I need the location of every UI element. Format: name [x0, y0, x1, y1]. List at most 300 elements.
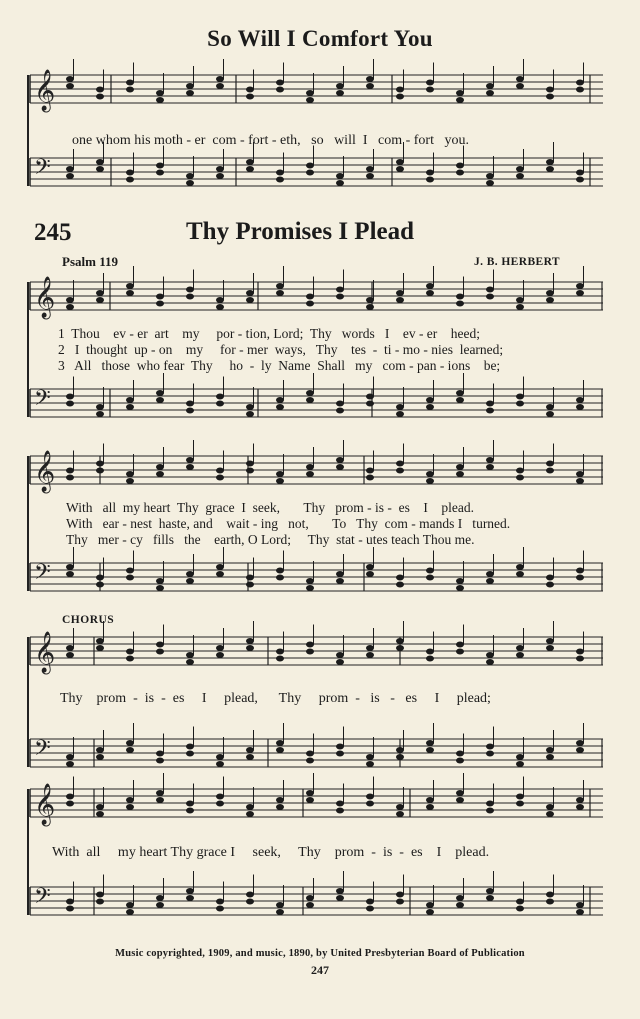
- note-head: [366, 401, 374, 407]
- note-head: [336, 659, 344, 665]
- note-head: [516, 76, 524, 82]
- note-head: [306, 390, 314, 396]
- bass-clef-icon: 𝄢: [34, 736, 51, 766]
- note-head: [546, 582, 554, 588]
- note-head: [426, 568, 434, 574]
- note-head: [186, 578, 194, 584]
- note-head: [516, 304, 524, 310]
- note-head: [456, 294, 464, 300]
- note-head: [546, 754, 554, 760]
- note-head: [306, 471, 314, 477]
- bass-clef-icon: 𝄢: [34, 386, 51, 416]
- note-head: [426, 747, 434, 753]
- page-number: 247: [311, 963, 329, 977]
- note-head: [546, 468, 554, 474]
- note-head: [516, 645, 524, 651]
- note-head: [216, 652, 224, 658]
- note-head: [426, 740, 434, 746]
- note-head: [186, 652, 194, 658]
- note-head: [216, 754, 224, 760]
- note-head: [486, 83, 494, 89]
- note-head: [576, 478, 584, 484]
- note-head: [546, 87, 554, 93]
- lyric-verse-2-line-2: With ear - nest haste, and wait - ing not, To Thy com - mands I turned.: [66, 516, 511, 531]
- lyric-top-line: one whom his moth - er com - fort - eth, so will I com - fort you.: [72, 133, 469, 148]
- note-head: [336, 895, 344, 901]
- note-head: [426, 80, 434, 86]
- note-head: [516, 468, 524, 474]
- note-head: [276, 177, 284, 183]
- note-head: [186, 408, 194, 414]
- note-head: [246, 575, 254, 581]
- note-head: [186, 457, 194, 463]
- note-head: [546, 404, 554, 410]
- note-head: [456, 649, 464, 655]
- note-head: [366, 304, 374, 310]
- note-head: [306, 578, 314, 584]
- note-head: [96, 468, 104, 474]
- note-head: [156, 578, 164, 584]
- note-head: [96, 638, 104, 644]
- note-head: [366, 394, 374, 400]
- note-head: [366, 166, 374, 172]
- note-head: [396, 754, 404, 760]
- note-head: [426, 649, 434, 655]
- note-head: [576, 170, 584, 176]
- note-head: [246, 754, 254, 760]
- note-head: [156, 642, 164, 648]
- note-head: [486, 294, 494, 300]
- note-head: [396, 468, 404, 474]
- note-head: [126, 740, 134, 746]
- note-head: [546, 159, 554, 165]
- bass-clef-icon: 𝄢: [34, 560, 51, 590]
- note-head: [216, 83, 224, 89]
- note-head: [66, 401, 74, 407]
- note-head: [186, 801, 194, 807]
- note-head: [426, 909, 434, 915]
- note-head: [576, 87, 584, 93]
- note-head: [216, 297, 224, 303]
- note-head: [246, 899, 254, 905]
- note-head: [546, 892, 554, 898]
- note-head: [96, 411, 104, 417]
- note-head: [126, 283, 134, 289]
- note-head: [276, 740, 284, 746]
- note-head: [66, 652, 74, 658]
- note-head: [366, 794, 374, 800]
- note-head: [126, 478, 134, 484]
- chorus-label: CHORUS: [62, 614, 115, 626]
- note-head: [456, 397, 464, 403]
- note-head: [216, 801, 224, 807]
- note-head: [456, 90, 464, 96]
- note-head: [186, 90, 194, 96]
- note-head: [546, 94, 554, 100]
- note-head: [366, 571, 374, 577]
- note-head: [456, 585, 464, 591]
- note-head: [336, 401, 344, 407]
- note-head: [66, 173, 74, 179]
- note-head: [126, 471, 134, 477]
- note-head: [336, 83, 344, 89]
- note-head: [576, 575, 584, 581]
- note-head: [336, 744, 344, 750]
- note-head: [246, 638, 254, 644]
- note-head: [186, 401, 194, 407]
- note-head: [186, 287, 194, 293]
- note-head: [576, 404, 584, 410]
- note-head: [186, 751, 194, 757]
- note-head: [366, 761, 374, 767]
- note-head: [426, 471, 434, 477]
- note-head: [396, 166, 404, 172]
- note-head: [306, 895, 314, 901]
- note-head: [486, 659, 494, 665]
- lyric-chorus-line-2: With all my heart Thy grace I seek, Thy prom - is - es I plead.: [52, 845, 490, 860]
- note-head: [546, 575, 554, 581]
- note-head: [546, 297, 554, 303]
- note-head: [216, 475, 224, 481]
- note-head: [456, 578, 464, 584]
- note-head: [576, 290, 584, 296]
- note-head: [156, 751, 164, 757]
- hymn-number: 245: [34, 219, 72, 246]
- note-head: [336, 578, 344, 584]
- lyric-verse-1-line-2: With all my heart Thy grace I seek, Thy prom - is - es I plead.: [66, 500, 474, 515]
- treble-clef-icon: 𝄞: [34, 277, 56, 318]
- note-head: [456, 163, 464, 169]
- bass-clef-icon: 𝄢: [34, 155, 51, 185]
- note-head: [576, 902, 584, 908]
- note-head: [246, 411, 254, 417]
- note-head: [186, 294, 194, 300]
- note-head: [456, 464, 464, 470]
- note-head: [276, 290, 284, 296]
- note-head: [126, 797, 134, 803]
- note-head: [576, 649, 584, 655]
- note-head: [156, 902, 164, 908]
- note-head: [216, 401, 224, 407]
- note-head: [126, 747, 134, 753]
- note-head: [516, 761, 524, 767]
- note-head: [366, 899, 374, 905]
- note-head: [96, 94, 104, 100]
- note-head: [66, 394, 74, 400]
- note-head: [216, 794, 224, 800]
- note-head: [456, 301, 464, 307]
- note-head: [276, 87, 284, 93]
- note-head: [186, 83, 194, 89]
- note-head: [96, 811, 104, 817]
- note-head: [456, 97, 464, 103]
- note-head: [456, 170, 464, 176]
- note-head: [486, 801, 494, 807]
- note-head: [336, 464, 344, 470]
- note-head: [96, 892, 104, 898]
- note-head: [156, 90, 164, 96]
- note-head: [486, 895, 494, 901]
- note-head: [216, 899, 224, 905]
- note-head: [546, 290, 554, 296]
- note-head: [516, 475, 524, 481]
- note-head: [486, 744, 494, 750]
- note-head: [216, 394, 224, 400]
- note-head: [396, 811, 404, 817]
- note-head: [336, 888, 344, 894]
- note-head: [66, 801, 74, 807]
- note-head: [276, 478, 284, 484]
- note-head: [186, 659, 194, 665]
- note-head: [96, 754, 104, 760]
- note-head: [456, 751, 464, 757]
- note-head: [66, 645, 74, 651]
- note-head: [276, 404, 284, 410]
- note-head: [126, 568, 134, 574]
- note-head: [426, 404, 434, 410]
- note-head: [396, 94, 404, 100]
- note-head: [426, 656, 434, 662]
- note-head: [156, 97, 164, 103]
- note-head: [306, 751, 314, 757]
- note-head: [66, 83, 74, 89]
- note-head: [126, 170, 134, 176]
- note-head: [156, 471, 164, 477]
- note-head: [426, 804, 434, 810]
- note-head: [96, 645, 104, 651]
- note-head: [126, 404, 134, 410]
- note-head: [276, 80, 284, 86]
- note-head: [516, 166, 524, 172]
- note-head: [486, 464, 494, 470]
- note-head: [186, 173, 194, 179]
- note-head: [486, 808, 494, 814]
- treble-clef-icon: 𝄞: [34, 451, 56, 492]
- note-head: [246, 645, 254, 651]
- note-head: [126, 804, 134, 810]
- lyric-chorus-line-1: Thy prom - is - es I plead, Thy prom - is - es I plead;: [60, 691, 491, 706]
- treble-clef-icon: 𝄞: [34, 784, 56, 825]
- note-head: [276, 471, 284, 477]
- copyright-notice: Music copyrighted, 1909, and music, 1890, by United Presbyterian Board of Publication: [115, 948, 525, 959]
- note-head: [396, 290, 404, 296]
- note-head: [396, 87, 404, 93]
- note-head: [576, 471, 584, 477]
- continued-hymn-title: So Will I Comfort You: [207, 26, 433, 51]
- note-head: [516, 899, 524, 905]
- note-head: [66, 761, 74, 767]
- note-head: [546, 645, 554, 651]
- lyric-verse-2-line-1: 2 I thought up - on my for - mer ways, Thy tes - ti - mo - nies learned;: [58, 342, 504, 357]
- note-head: [336, 173, 344, 179]
- note-head: [576, 747, 584, 753]
- note-head: [66, 76, 74, 82]
- note-head: [186, 888, 194, 894]
- note-head: [456, 790, 464, 796]
- note-head: [306, 163, 314, 169]
- note-head: [396, 411, 404, 417]
- note-head: [546, 461, 554, 467]
- note-head: [426, 87, 434, 93]
- note-head: [366, 652, 374, 658]
- note-head: [246, 404, 254, 410]
- note-head: [306, 97, 314, 103]
- note-head: [216, 166, 224, 172]
- note-head: [216, 76, 224, 82]
- note-head: [516, 571, 524, 577]
- note-head: [516, 394, 524, 400]
- note-head: [126, 397, 134, 403]
- note-head: [336, 652, 344, 658]
- note-head: [96, 582, 104, 588]
- treble-clef-icon: 𝄞: [34, 70, 56, 111]
- note-head: [216, 906, 224, 912]
- note-head: [306, 464, 314, 470]
- note-head: [426, 478, 434, 484]
- note-head: [486, 652, 494, 658]
- note-head: [366, 297, 374, 303]
- note-head: [216, 564, 224, 570]
- note-head: [66, 475, 74, 481]
- note-head: [546, 166, 554, 172]
- note-head: [186, 895, 194, 901]
- note-head: [156, 294, 164, 300]
- treble-clef-icon: 𝄞: [34, 632, 56, 673]
- note-head: [96, 461, 104, 467]
- note-head: [156, 163, 164, 169]
- note-head: [426, 177, 434, 183]
- note-head: [126, 649, 134, 655]
- note-head: [216, 304, 224, 310]
- note-head: [546, 747, 554, 753]
- note-head: [336, 180, 344, 186]
- note-head: [156, 301, 164, 307]
- note-head: [486, 408, 494, 414]
- note-head: [186, 808, 194, 814]
- note-head: [486, 90, 494, 96]
- note-head: [306, 301, 314, 307]
- note-head: [336, 751, 344, 757]
- note-head: [126, 909, 134, 915]
- note-head: [456, 642, 464, 648]
- note-head: [246, 166, 254, 172]
- note-head: [186, 464, 194, 470]
- note-head: [216, 571, 224, 577]
- note-head: [66, 754, 74, 760]
- note-head: [306, 758, 314, 764]
- note-head: [366, 475, 374, 481]
- note-head: [156, 649, 164, 655]
- note-head: [396, 159, 404, 165]
- note-head: [366, 645, 374, 651]
- hymn-title: Thy Promises I Plead: [186, 218, 415, 245]
- note-head: [66, 304, 74, 310]
- note-head: [276, 797, 284, 803]
- note-head: [156, 797, 164, 803]
- note-head: [276, 747, 284, 753]
- note-head: [396, 804, 404, 810]
- note-head: [576, 397, 584, 403]
- note-head: [576, 740, 584, 746]
- note-head: [246, 159, 254, 165]
- note-head: [246, 468, 254, 474]
- note-head: [276, 902, 284, 908]
- note-head: [246, 297, 254, 303]
- note-head: [456, 390, 464, 396]
- note-head: [486, 578, 494, 584]
- bass-clef-icon: 𝄢: [34, 884, 51, 914]
- note-head: [276, 804, 284, 810]
- note-head: [546, 638, 554, 644]
- note-head: [126, 902, 134, 908]
- composer-credit: J. B. HERBERT: [474, 256, 560, 268]
- note-head: [426, 397, 434, 403]
- note-head: [516, 906, 524, 912]
- note-head: [276, 283, 284, 289]
- note-head: [546, 804, 554, 810]
- note-head: [126, 656, 134, 662]
- note-head: [426, 170, 434, 176]
- note-head: [246, 461, 254, 467]
- note-head: [576, 656, 584, 662]
- note-head: [336, 408, 344, 414]
- note-head: [516, 401, 524, 407]
- note-head: [246, 811, 254, 817]
- note-head: [396, 404, 404, 410]
- note-head: [426, 290, 434, 296]
- note-head: [246, 747, 254, 753]
- note-head: [306, 642, 314, 648]
- note-head: [516, 173, 524, 179]
- note-head: [486, 173, 494, 179]
- note-head: [486, 180, 494, 186]
- note-head: [336, 457, 344, 463]
- note-head: [366, 83, 374, 89]
- note-head: [126, 80, 134, 86]
- note-head: [486, 401, 494, 407]
- note-head: [336, 808, 344, 814]
- note-head: [426, 283, 434, 289]
- note-head: [216, 173, 224, 179]
- note-head: [276, 575, 284, 581]
- note-head: [306, 90, 314, 96]
- note-head: [96, 87, 104, 93]
- note-head: [516, 801, 524, 807]
- note-head: [126, 290, 134, 296]
- note-head: [96, 899, 104, 905]
- note-head: [336, 294, 344, 300]
- note-head: [156, 895, 164, 901]
- note-head: [96, 575, 104, 581]
- note-head: [156, 758, 164, 764]
- note-head: [66, 564, 74, 570]
- note-head: [576, 797, 584, 803]
- note-head: [186, 744, 194, 750]
- note-head: [306, 797, 314, 803]
- note-head: [276, 909, 284, 915]
- note-head: [486, 888, 494, 894]
- note-head: [276, 397, 284, 403]
- note-head: [366, 468, 374, 474]
- note-head: [426, 902, 434, 908]
- note-head: [336, 571, 344, 577]
- note-head: [306, 170, 314, 176]
- note-head: [216, 645, 224, 651]
- lyric-verse-1-line-1: 1 Thou ev - er art my por - tion, Lord; Thy words I ev - er heed;: [58, 326, 481, 341]
- note-head: [246, 94, 254, 100]
- note-head: [366, 801, 374, 807]
- note-head: [156, 170, 164, 176]
